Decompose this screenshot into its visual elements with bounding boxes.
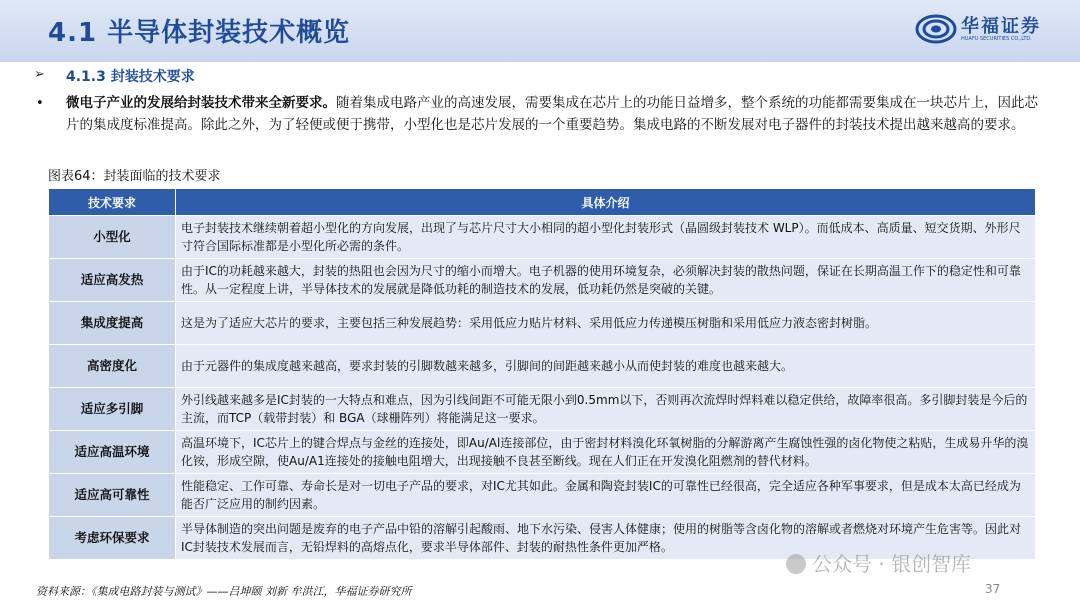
logo-text-cn: 华福证券 — [961, 16, 1041, 37]
company-logo — [915, 12, 1045, 50]
req-cell: 高密度化 — [49, 345, 176, 388]
table-row — [49, 259, 1036, 302]
req-cell: 考虑环保要求 — [49, 517, 176, 560]
header-req: 技术要求 — [49, 189, 176, 216]
req-cell: 小型化 — [49, 216, 176, 259]
table-row — [49, 345, 1036, 388]
logo-text-en: HUAFU SECURITIES CO.,LTD. — [961, 36, 1032, 42]
page-number: 37 — [985, 582, 1001, 596]
bullet-icon: • — [36, 96, 44, 111]
table-row — [49, 388, 1036, 431]
page-title: 4.1 半导体封装技术概览 — [48, 18, 351, 48]
table-row — [49, 474, 1036, 517]
table-row — [49, 431, 1036, 474]
req-cell: 适应高可靠性 — [49, 474, 176, 517]
header-desc: 具体介绍 — [176, 189, 1036, 216]
req-cell: 适应高温环境 — [49, 431, 176, 474]
intro-paragraph — [66, 92, 1046, 136]
desc-cell: 外引线越来越多是IC封装的一大特点和难点，因为引线间距不可能无限小到0.5mm以下，否则再次流焊时焊料难以稳定供给，故障率很高。多引脚封装是今后的主流，而TCP（载带封装）和 BGA（球栅阵列）将能满足这一要求。 — [176, 388, 1036, 431]
table-row — [49, 302, 1036, 345]
table-caption: 图表64：封装面临的技术要求 — [48, 169, 221, 184]
desc-cell: 这是为了适应大芯片的要求，主要包括三种发展趋势：采用低应力贴片材料、采用低应力传递模压树脂和采用低应力液态密封树脂。 — [176, 302, 1036, 345]
table-header-row — [49, 189, 1036, 216]
requirements-table — [48, 188, 1036, 560]
desc-cell: 由于IC的功耗越来越大，封装的热阻也会因为尺寸的缩小而增大。电子机器的使用环境复杂，必须解决封装的散热问题，保证在长期高温工作下的稳定性和可靠性。从一定程度上讲，半导体技术的发展就是降低功耗的制造技术的发展，低功耗仍然是突破的关键。 — [176, 259, 1036, 302]
desc-cell: 高温环境下，IC芯片上的键合焊点与金丝的连接处，即Au/Al连接部位，由于密封材料溴化环氧树脂的分解游离产生腐蚀性强的卤化物使之粘贴，生成易升华的溴化铵，形成空隙，使Au/A1连接处的接触电阻增大，出现接触不良甚至断线。现在人们正在开发溴化阻燃剂的替代材料。 — [176, 431, 1036, 474]
section-title: 4.1.3 封装技术要求 — [66, 69, 195, 85]
intro-text: 随着集成电路产业的高速发展，需要集成在芯片上的功能日益增多，整个系统的功能都需要集成在一块芯片上，因此芯片的集成度标准提高。除此之外，为了轻便或便于携带，小型化也是芯片发展的一个重要趋势。集成电路的不断发展对电子器件的封装技术提出越来越高的要求。 — [66, 95, 1038, 133]
watermark-text: 公众号 · 银创智库 — [812, 552, 972, 576]
desc-cell: 电子封装技术继续朝着超小型化的方向发展，出现了与芯片尺寸大小相同的超小型化封装形式（晶圆级封装技术 WLP）。而低成本、高质量、短交货期、外形尺寸符合国际标准都是小型化所必需的条件。 — [176, 216, 1036, 259]
req-cell: 集成度提高 — [49, 302, 176, 345]
desc-cell: 由于元器件的集成度越来越高，要求封装的引脚数越来越多，引脚间的间距越来越小从而使封装的难度也越来越大。 — [176, 345, 1036, 388]
intro-bold: 微电子产业的发展给封装技术带来全新要求。 — [66, 95, 336, 111]
desc-cell: 性能稳定、工作可靠、寿命长是对一切电子产品的要求，对IC尤其如此。金属和陶瓷封装IC的可靠性已经很高，完全适应各种军事要求，但是成本太高已经成为能否广泛应用的制约因素。 — [176, 474, 1036, 517]
huafu-logo-icon — [915, 14, 957, 44]
watermark — [786, 548, 971, 577]
section-arrow-icon: ➢ — [34, 67, 45, 82]
source-note: 资料来源：《集成电路封装与测试》——吕坤颐 刘新 牟洪江，华福证券研究所 — [36, 585, 412, 598]
req-cell: 适应多引脚 — [49, 388, 176, 431]
table-row — [49, 216, 1036, 259]
req-cell: 适应高发热 — [49, 259, 176, 302]
desc-cell: 半导体制造的突出问题是废弃的电子产品中铅的溶解引起酸雨、地下水污染、侵害人体健康；使用的树脂等含卤化物的溶解或者燃烧对环境产生危害等。因此对IC封装技术发展而言，无铅焊料的高熔点化，要求半导体部件、封装的耐热性条件更加严格。 — [176, 517, 1036, 560]
wechat-icon — [786, 554, 806, 574]
